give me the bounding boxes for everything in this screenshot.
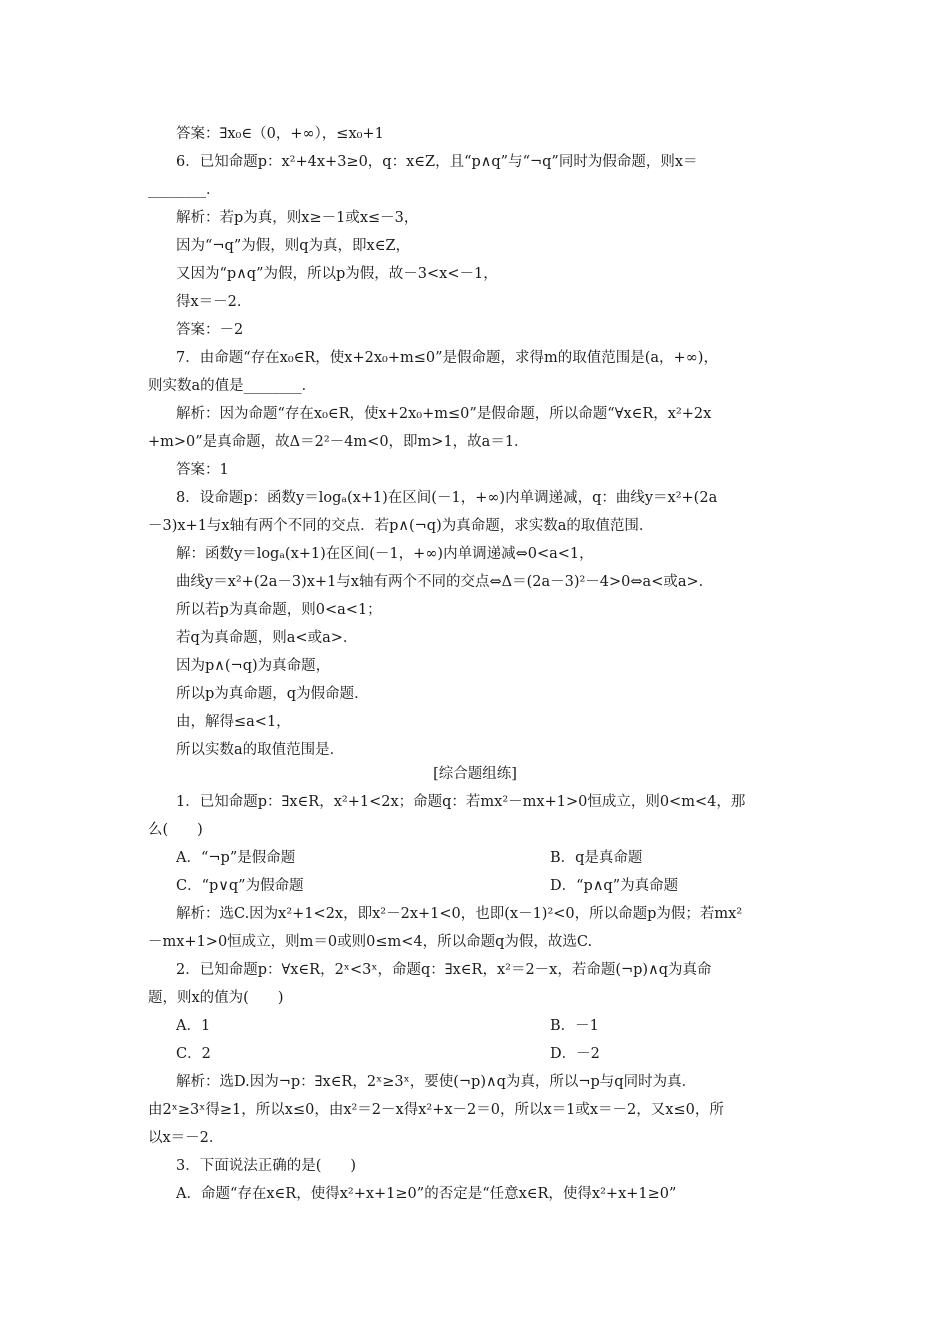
analysis-7-line-2: +m>0”是真命题，故Δ＝2²－4m<0，即m>1，故a＝1．: [148, 434, 529, 450]
analysis-7-line-1: 解析：因为命题“存在x₀∈R，使x+2x₀+m≤0”是假命题，所以命题“∀x∈R，x²+2x: [176, 406, 712, 422]
comp-analysis-1-line-1: 解析：选C.因为x²+1<2x，即x²－2x+1<0，也即(x－1)²<0，所以命题p为假；若mx²: [176, 906, 743, 922]
analysis-6-line-2: 因为“¬q”为假，则q为真，即x∈Z，: [176, 238, 411, 254]
comp-question-2: 2．已知命题p：∀x∈R，2ˣ<3ˣ，命题q：∃x∈R，x²＝2－x，若命题(¬p)∧q为真命: [176, 962, 712, 978]
question-6: 6．已知命题p：x²+4x+3≥0，q：x∈Z，且“p∧q”与“¬q”同时为假命题，则x＝: [176, 154, 698, 170]
solution-8-line-2: 曲线y＝x²+(2a－3)x+1与x轴有两个不同的交点⇔Δ＝(2a－3)²－4>0⇔a<或a>．: [176, 574, 714, 590]
comp-analysis-1-line-2: －mx+1>0恒成立，则m＝0或则0≤m<4，所以命题q为假，故选C.: [148, 934, 593, 950]
answer-7: 答案：1: [176, 462, 229, 478]
solution-8-line-4: 若q为真命题，则a<或a>．: [176, 630, 358, 646]
comp-question-3: 3．下面说法正确的是( ): [176, 1158, 357, 1174]
question-8-cont: －3)x+1与x轴有两个不同的交点．若p∧(¬q)为真命题，求实数a的取值范围．: [148, 518, 654, 534]
analysis-6-line-3: 又因为“p∧q”为假，所以p为假，故－3<x<－1，: [176, 266, 498, 282]
comp-q1-option-c: C．“p∨q”为假命题: [176, 878, 304, 894]
solution-8-line-1: 解：函数y＝logₐ(x+1)在区间(－1，+∞)内单调递减⇔0<a<1，: [176, 546, 594, 562]
comp-question-2-cont: 题，则x的值为( ): [148, 990, 284, 1006]
comp-question-1-cont: 么( ): [148, 822, 203, 838]
question-7-cont: 则实数a的值是________．: [148, 378, 317, 394]
solution-8-line-7: 由，解得≤a<1，: [176, 714, 291, 730]
solution-8-line-6: 所以p为真命题，q为假命题．: [176, 686, 369, 702]
comp-q2-option-a: A．1: [176, 1018, 211, 1034]
analysis-6-line-1: 解析：若p为真，则x≥－1或x≤－3，: [176, 210, 419, 226]
comp-q1-option-b: B．q是真命题: [550, 850, 643, 866]
comp-q2-option-d: D．－2: [550, 1046, 600, 1062]
answer-5: 答案：∃x₀∈（0，+∞），≤x₀+1: [176, 126, 384, 142]
question-7: 7．由命题“存在x₀∈R，使x+2x₀+m≤0”是假命题，求得m的取值范围是(a，+∞)，: [176, 350, 718, 366]
comp-analysis-2-line-3: 以x＝－2．: [148, 1130, 224, 1146]
question-8: 8．设命题p：函数y＝logₐ(x+1)在区间(－1，+∞)内单调递减，q：曲线y＝x²+(2a: [176, 490, 718, 506]
section-title: [综合题组练]: [433, 766, 517, 782]
solution-8-line-8: 所以实数a的取值范围是．: [176, 742, 345, 758]
comp-analysis-2-line-1: 解析：选D.因为¬p：∃x∈R，2ˣ≥3ˣ，要使(¬p)∧q为真，所以¬p与q同时为真．: [176, 1074, 697, 1090]
solution-8-line-3: 所以若p为真命题，则0<a<1；: [176, 602, 382, 618]
comp-q2-option-b: B．－1: [550, 1018, 599, 1034]
analysis-6-line-4: 得x＝－2．: [176, 294, 252, 310]
answer-6: 答案：－2: [176, 322, 244, 338]
comp-question-1: 1．已知命题p：∃x∈R，x²+1<2x；命题q：若mx²－mx+1>0恒成立，则0<m<4，那: [176, 794, 746, 810]
comp-q3-option-a: A．命题“存在x∈R，使得x²+x+1≥0”的否定是“任意x∈R，使得x²+x+1≥0”: [176, 1186, 677, 1202]
comp-q1-option-a: A．“¬p”是假命题: [176, 850, 296, 866]
question-6-blank: ________．: [148, 182, 221, 198]
comp-q2-option-c: C．2: [176, 1046, 211, 1062]
comp-analysis-2-line-2: 由2ˣ≥3ˣ得≥1，所以x≤0，由x²＝2－x得x²+x－2＝0，所以x＝1或x＝－2，又x≤0，所: [148, 1102, 724, 1118]
comp-q1-option-d: D．“p∧q”为真命题: [550, 878, 679, 894]
solution-8-line-5: 因为p∧(¬q)为真命题，: [176, 658, 331, 674]
